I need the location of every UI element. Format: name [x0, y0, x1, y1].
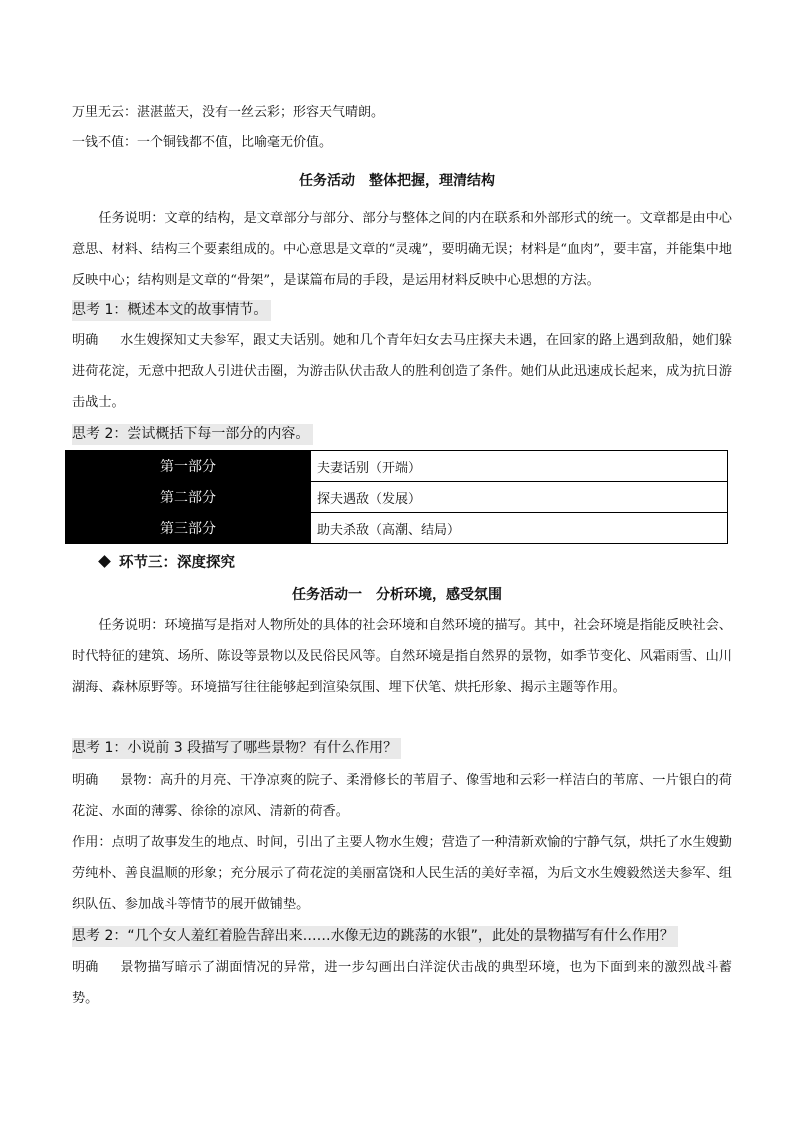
activity-description: 任务说明：环境描写是指对人物所处的具体的社会环境和自然环境的描写。其中，社会环境是指能反映社会、时代特征的建筑、场所、陈设等景物以及民俗民风等。自然环境是指自然界的景物，如季节变化、风霜雨雪、山川湖海、森林原野等。环境描写往往能够起到渲染氛围、埋下伏笔、烘托形象、揭示主题等作用。: [72, 618, 732, 695]
parts-table: [65, 450, 728, 544]
table-row: [66, 482, 728, 513]
part-content: 探夫遇敌（发展）: [311, 482, 728, 513]
part-content: 助夫杀敌（高潮、结局）: [311, 513, 728, 544]
answer-text: 景物描写暗示了湖面情况的异常，进一步勾画出白洋淀伏击战的典型环境，也为下面到来的激烈战斗蓄势。: [72, 960, 732, 1006]
part-label: 第三部分: [66, 513, 311, 544]
think-question-2: 思考 2：尝试概括下每一部分的内容。: [72, 424, 313, 445]
table-row: [66, 451, 728, 482]
part-label: 第二部分: [66, 482, 311, 513]
answer-label: 明确: [72, 333, 99, 348]
answer-label: 明确: [72, 960, 99, 975]
answer-2: [72, 952, 732, 1014]
think-question-1: 思考 1：概述本文的故事情节。: [72, 300, 271, 321]
answer-1-effect: 作用：点明了故事发生的地点、时间，引出了主要人物水生嫂；营造了一种清新欢愉的宁静气氛，烘托了水生嫂勤劳纯朴、善良温顺的形象；充分展示了荷花淀的美丽富饶和人民生活的美好幸福，为后文水生嫂毅然送夫参军、组织队伍、参加战斗等情节的展开做铺垫。: [72, 835, 732, 912]
answer-1: [72, 325, 732, 418]
think-question-1: 思考 1：小说前 3 段描写了哪些景物？有什么作用？: [72, 738, 401, 759]
activity-description: 任务说明：文章的结构，是文章部分与部分、部分与整体之间的内在联系和外部形式的统一。文章都是由中心意思、材料、结构三个要素组成的。中心意思是文章的“灵魂”，要明确无误；材料是“血肉”，要丰富，并能集中地反映中心；结构则是文章的“骨架”，是谋篇布局的手段，是运用材料反映中心思想的方法。: [72, 211, 732, 288]
answer-1: [72, 765, 732, 827]
vocab-item: 一钱不值：一个铜钱都不值，比喻毫无价值。: [72, 135, 333, 150]
answer-label: 明确: [72, 773, 99, 788]
answer-text: 水生嫂探知丈夫参军，跟丈夫话别。她和几个青年妇女去马庄探夫未遇，在回家的路上遇到敌船，她们躲进荷花淀，无意中把敌人引进伏击圈，为游击队伏击敌人的胜利创造了条件。她们从此迅速成长起来，成为抗日游击战士。: [72, 333, 732, 410]
activity-title: 任务活动一 分析环境，感受氛围: [292, 587, 502, 603]
vocab-item: 万里无云：湛湛蓝天，没有一丝云彩；形容天气晴朗。: [72, 105, 385, 120]
part-label: 第一部分: [66, 451, 311, 482]
answer-text: 景物：高升的月亮、干净凉爽的院子、柔滑修长的苇眉子、像雪地和云彩一样洁白的苇席、一片银白的荷花淀、水面的薄雾、徐徐的凉风、清新的荷香。: [72, 773, 732, 819]
section-heading: [100, 551, 235, 572]
table-row: [66, 513, 728, 544]
activity-title: 任务活动 整体把握，理清结构: [299, 173, 495, 189]
part-content: 夫妻话别（开端）: [311, 451, 728, 482]
section-heading-text: 环节三：深度探究: [119, 555, 235, 571]
diamond-bullet-icon: [98, 555, 111, 568]
think-question-2: 思考 2：“几个女人羞红着脸告辞出来……水像无边的跳荡的水银”，此处的景物描写有什么作用？: [72, 926, 678, 947]
